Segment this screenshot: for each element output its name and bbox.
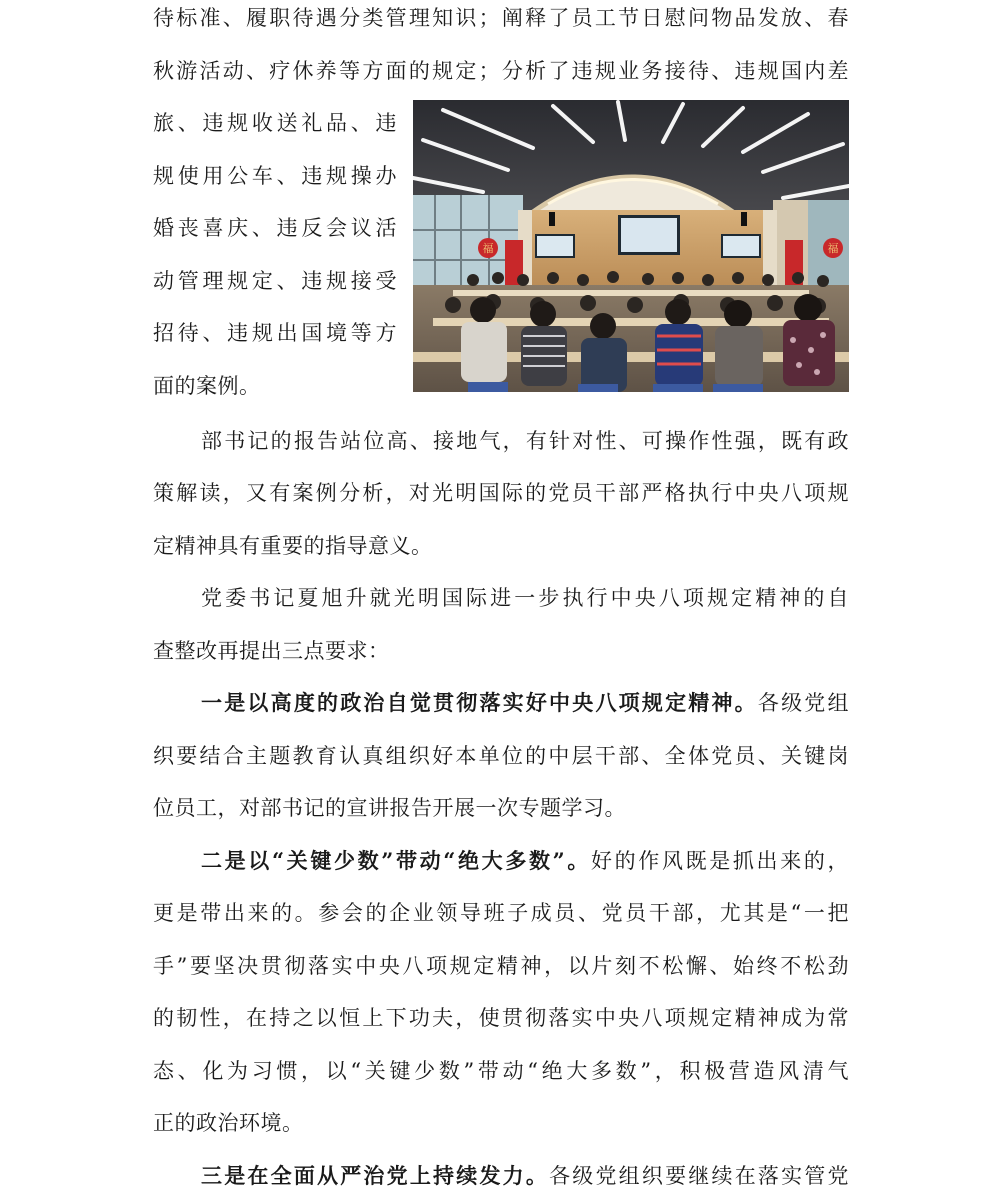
text-line: 面的案例。 <box>153 374 261 398</box>
text-line: 正的政治环境。 <box>153 1111 304 1135</box>
text-span: 各级党组 <box>757 691 850 715</box>
text-line: 招待、违规出国境等方 <box>153 321 397 345</box>
meeting-hall-illustration <box>413 100 849 392</box>
banner-left-char: 福 <box>482 242 494 255</box>
text-line <box>201 688 849 718</box>
text-line: 的韧性，在持之以恒上下功夫，使贯彻落实中央八项规定精神成为常 <box>153 1006 849 1030</box>
requirement-lead: 三是在全面从严治党上持续发力。 <box>201 1163 550 1188</box>
text-line <box>201 846 849 876</box>
text-line: 规使用公车、违规操办 <box>153 164 397 188</box>
text-line: 旅、违规收送礼品、违 <box>153 111 397 135</box>
text-line: 定精神具有重要的指导意义。 <box>153 534 433 558</box>
banner-right-char: 福 <box>827 242 839 255</box>
text-span: 各级党组织要继续在落实管党 <box>549 1164 850 1188</box>
text-line <box>201 1161 849 1191</box>
text-line: 秋游活动、疗休养等方面的规定；分析了违规业务接待、违规国内差 <box>153 59 849 83</box>
text-line: 态、化为习惯，以“关键少数”带动“绝大多数”，积极营造风清气 <box>153 1059 849 1083</box>
text-line: 待标准、履职待遇分类管理知识；阐释了员工节日慰问物品发放、春 <box>153 6 849 30</box>
text-line: 位员工，对部书记的宣讲报告开展一次专题学习。 <box>153 796 626 820</box>
text-line: 织要结合主题教育认真组织好本单位的中层干部、全体党员、关键岗 <box>153 744 849 768</box>
requirement-lead: 二是以“关键少数”带动“绝大多数”。 <box>201 848 591 873</box>
text-line: 手”要坚决贯彻落实中央八项规定精神，以片刻不松懈、始终不松劲 <box>153 954 849 978</box>
text-line: 动管理规定、违规接受 <box>153 269 397 293</box>
text-line: 党委书记夏旭升就光明国际进一步执行中央八项规定精神的自 <box>201 586 849 610</box>
text-span: 好的作风既是抓出来的， <box>591 849 849 873</box>
text-line: 婚丧喜庆、违反会议活 <box>153 216 397 240</box>
text-line: 查整改再提出三点要求： <box>153 639 390 663</box>
text-line: 更是带出来的。参会的企业领导班子成员、党员干部，尤其是“一把 <box>153 901 849 925</box>
text-line: 部书记的报告站位高、接地气，有针对性、可操作性强，既有政 <box>201 429 849 453</box>
requirement-lead: 一是以高度的政治自觉贯彻落实好中央八项规定精神。 <box>201 690 758 715</box>
text-line: 策解读，又有案例分析，对光明国际的党员干部严格执行中央八项规 <box>153 481 849 505</box>
meeting-hall-photo <box>413 100 849 392</box>
